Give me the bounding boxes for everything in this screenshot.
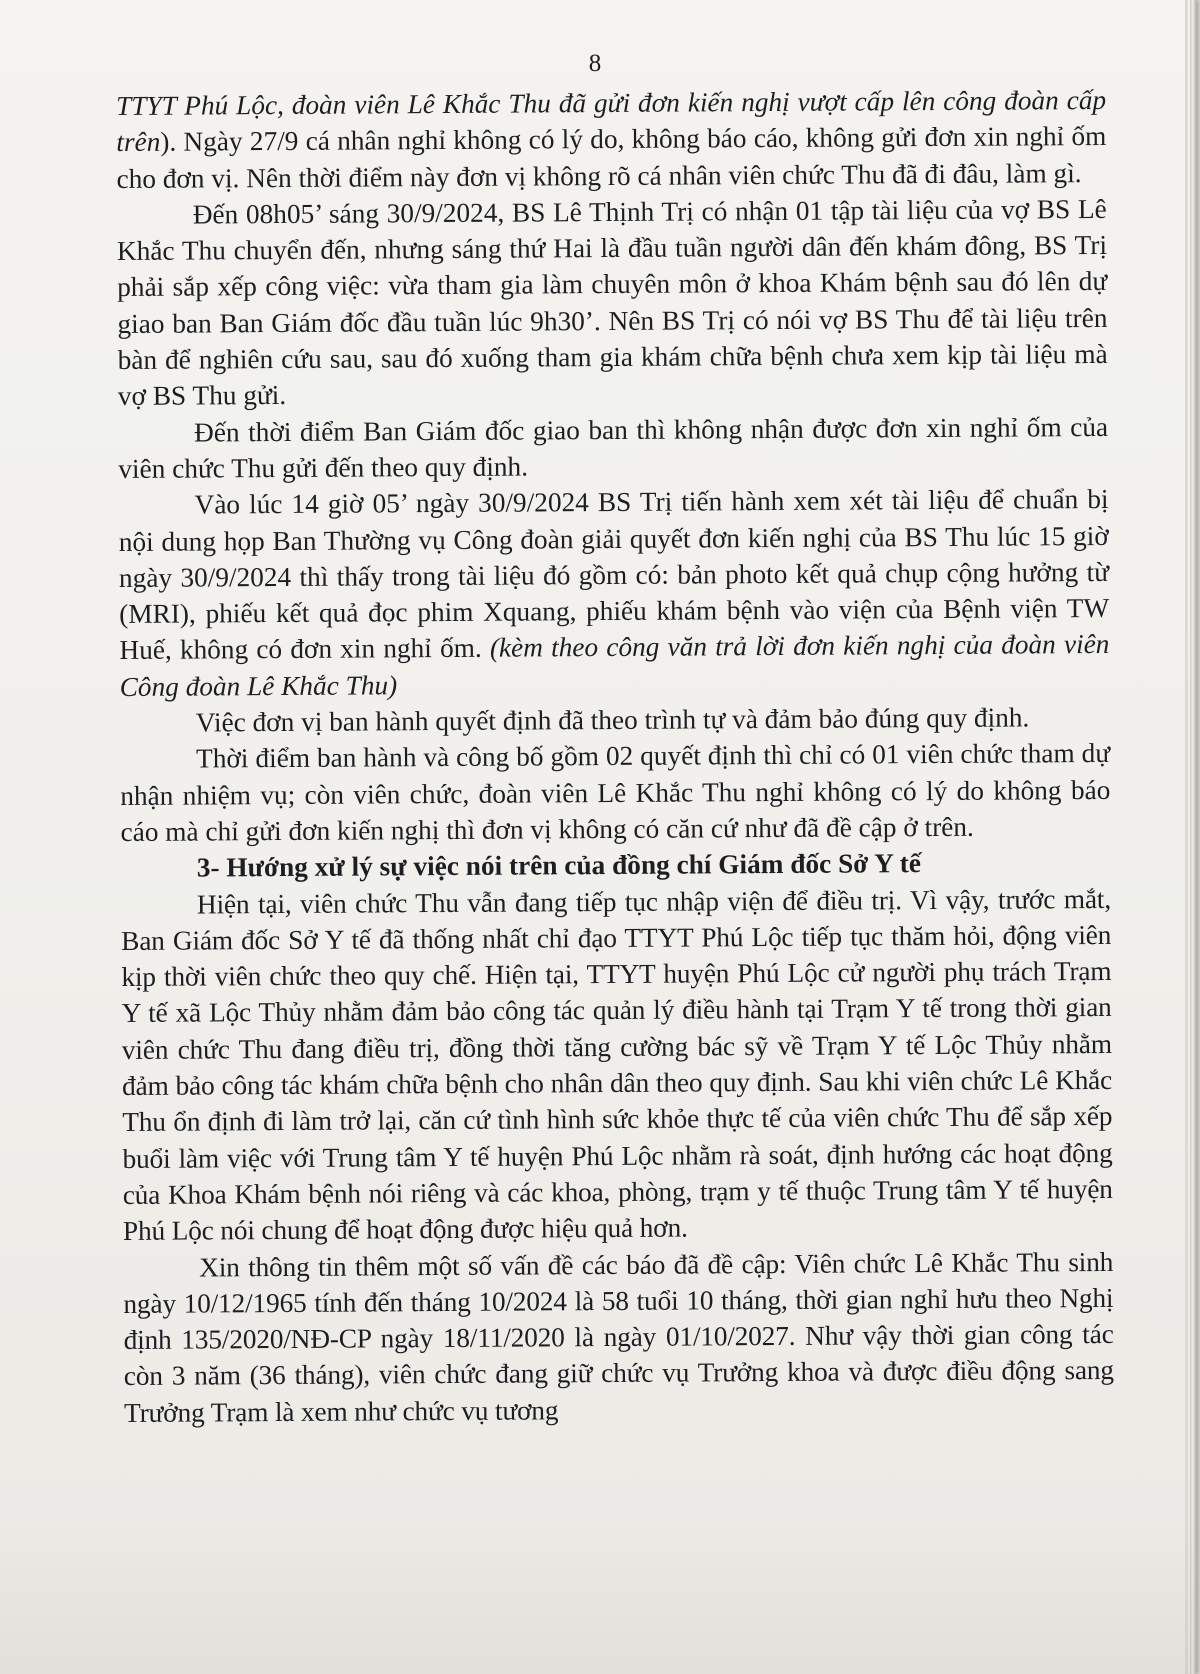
stacked-page-edge bbox=[1190, 0, 1196, 1674]
italic-continuation-text: TTYT Phú Lộc, đoàn viên Lê Khắc Thu đã gửi đơn kiến nghị vượt cấp lên công đoàn cấp trên bbox=[116, 84, 1107, 158]
paper-shading bbox=[0, 1514, 1196, 1674]
italic-attachment-note: (kèm theo công văn trả lời đơn kiến nghị của đoàn viên Công đoàn Lê Khắc Thu) bbox=[119, 629, 1110, 702]
paragraph-additional-info: Xin thông tin thêm một số vấn đề các báo đã đề cập: Viên chức Lê Khắc Thu sinh ngày 10/12/1965 tính đến tháng 10/2024 là 58 tuổi 10 tháng, thời gian nghỉ hưu theo Nghị định 135/2020/NĐ-CP ngày 18/11/2020 là ngày 01/10/2027. Như vậy thời gian công tác còn 3 năm (36 tháng), viên chức đang giữ chức vụ Trưởng khoa và được điều động sang Trưởng Trạm là xem như chức vụ tương bbox=[123, 1246, 1114, 1428]
paragraph-continuation bbox=[116, 82, 1107, 197]
paragraph-no-sick-leave: Đến thời điểm Ban Giám đốc giao ban thì không nhận được đơn xin nghỉ ốm của viên chức Thu gửi đến theo quy định. bbox=[118, 411, 1109, 484]
document-body bbox=[116, 82, 1114, 1431]
page-number: 8 bbox=[588, 50, 602, 77]
paragraph-handling-direction: Hiện tại, viên chức Thu vẫn đang tiếp tục nhập viện để điều trị. Vì vậy, trước mắt, Ban Giám đốc Sở Y tế đã thống nhất chỉ đạo TTYT Phú Lộc tiếp tục thăm hỏi, động viên kịp thời viên chức theo quy chế. Hiện tại, TTYT huyện Phú Lộc cử người phụ trách Trạm Y tế xã Lộc Thủy nhằm đảm bảo công tác quản lý điều hành tại Trạm Y tế trong thời gian viên chức Thu đang điều trị, đồng thời tăng cường bác sỹ về Trạm Y tế Lộc Thủy nhằm đảm bảo công tác khám chữa bệnh cho nhân dân theo quy định. Sau khi viên chức Lê Khắc Thu ổn định đi làm trở lại, căn cứ tình hình sức khỏe thực tế của viên chức Thu để sắp xếp buổi làm việc với Trung tâm Y tế huyện Phú Lộc nhằm rà soát, định hướng các hoạt động của Khoa Khám bệnh nói riêng và các khoa, phòng, trạm y tế thuộc Trung tâm Y tế huyện Phú Lộc nói chung để hoạt động được hiệu quả hơn. bbox=[121, 883, 1113, 1247]
paragraph-review-documents bbox=[118, 481, 1109, 705]
paragraph-document-received: Đến 08h05’ sáng 30/9/2024, BS Lê Thịnh Trị có nhận 01 tập tài liệu của vợ BS Lê Khắc Thu chuyển đến, nhưng sáng thứ Hai là đầu tuần người dân đến khám đông, BS Trị phải sắp xếp công việc: vừa tham gia làm chuyên môn ở khoa Khám bệnh sau đó lên dự giao ban Ban Giám đốc đầu tuần lúc 9h30’. Nên BS Trị có nói vợ BS Thu để tài liệu trên bàn để nghiên cứu sau, sau đó xuống tham gia khám chữa bệnh chưa xem kịp tài liệu mà vợ BS Thu gửi. bbox=[116, 193, 1108, 412]
section-heading-3: 3- Hướng xử lý sự việc nói trên của đồng chí Giám đốc Sở Y tế bbox=[196, 848, 921, 883]
paragraph-review-text: Vào lúc 14 giờ 05’ ngày 30/9/2024 BS Trị tiến hành xem xét tài liệu để chuẩn bị nội dung họp Ban Thường vụ Công đoàn giải quyết đơn kiến nghị của BS Thu lúc 15 giờ ngày 30/9/2024 thì thấy trong tài liệu đó gồm có: bản photo kết quả chụp cộng hưởng từ (MRI), phiếu kết quả đọc phim Xquang, phiếu khám bệnh vào viện của Bệnh viện TW Huế, không có đơn xin nghỉ ốm. bbox=[118, 484, 1110, 666]
paragraph-decision-procedure: Việc đơn vị ban hành quyết định đã theo trình tự và đảm bảo đúng quy định. bbox=[195, 702, 1030, 738]
paragraph-decision-announcement: Thời điểm ban hành và công bố gồm 02 quyết định thì chỉ có 01 viên chức tham dự nhận nhiệm vụ; còn viên chức, đoàn viên Lê Khắc Thu nghỉ không có lý do không báo cáo mà chỉ gửi đơn kiến nghị thì đơn vị không có căn cứ như đã đề cập ở trên. bbox=[120, 738, 1111, 847]
stacked-page-edge-inner bbox=[1185, 0, 1188, 1674]
paragraph-continuation-text: ). Ngày 27/9 cá nhân nghỉ không có lý do, không báo cáo, không gửi đơn xin nghỉ ốm cho đơn vị. Nên thời điểm này đơn vị không rõ cá nhân viên chức Thu đã đi đâu, làm gì. bbox=[116, 121, 1107, 194]
